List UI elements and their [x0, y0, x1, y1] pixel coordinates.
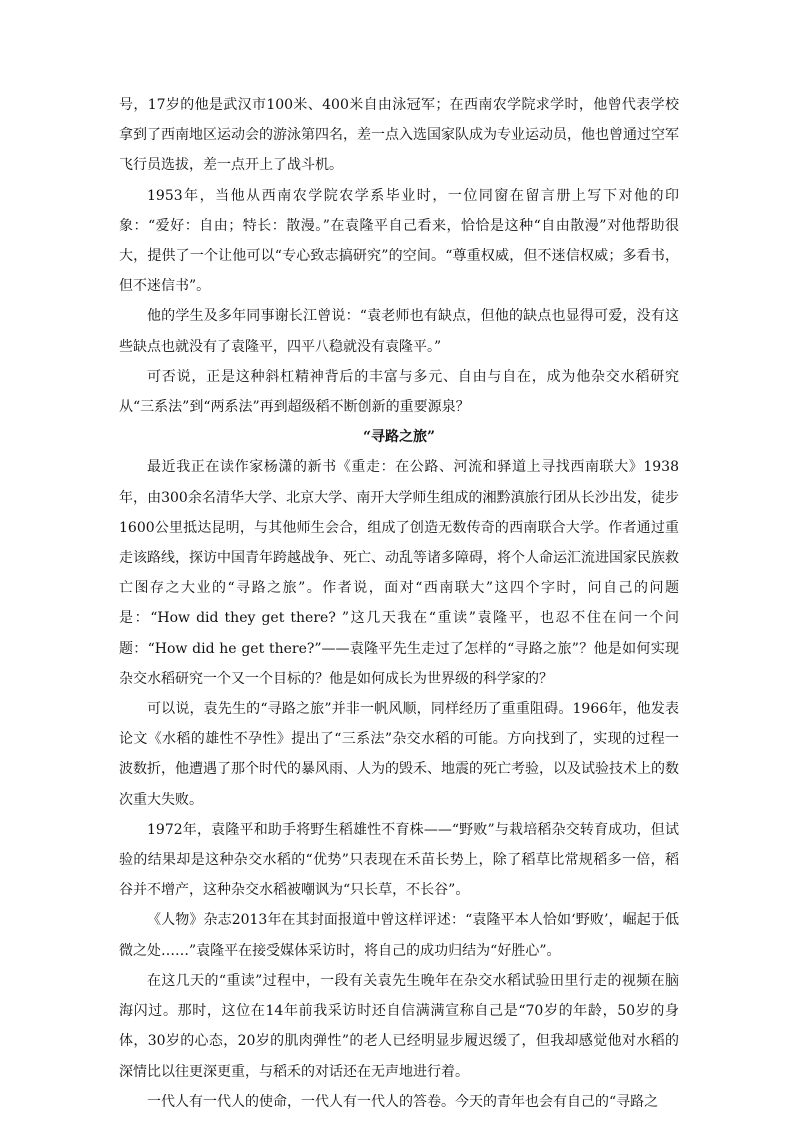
- paragraph-continued: 号，17岁的他是武汉市100米、400米自由泳冠军；在西南农学院求学时，他曾代表学校拿到了西南地区运动会的游泳第四名，差一点入选国家队成为专业运动员，他也曾通过空军飞行员选拔，差一点开上了战斗机。: [119, 97, 679, 174]
- paragraph-innovation-question: 可否说，正是这种斜杠精神背后的丰富与多元、自由与自在，成为他杂交水稻研究从“三系法”到“两系法”再到超级稻不断创新的重要源泉？: [119, 368, 679, 416]
- paragraph-obstacles: 可以说，袁先生的“寻路之旅”并非一帆风顺，同样经历了重重阻碍。1966年，他发表论文《水稻的雄性不孕性》提出了“三系法”杂交水稻的可能。方向找到了，实现的过程一波数折，他遭遇了那个时代的暴风雨、人为的毁禾、地震的死亡考验，以及试验技术上的数次重大失败。: [119, 701, 679, 808]
- paragraph-1972: 1972年，袁隆平和助手将野生稻雄性不育株——“野败”与栽培稻杂交转育成功，但试验的结果却是这种杂交水稻的“优势”只表现在禾苗长势上，除了稻草比常规稻多一倍，稻谷并不增产，这种杂交水稻被嘲讽为“只长草，不长谷”。: [119, 821, 679, 899]
- paragraph-magazine: 《人物》杂志2013年在其封面报道中曾这样评述：“袁隆平本人恰如‘野败’，崛起于低微之处……”袁隆平在接受媒体采访时，将自己的成功归结为“好胜心”。: [119, 912, 679, 959]
- paragraph-generation: 一代人有一代人的使命，一代人有一代人的答卷。今天的青年也会有自己的“寻路之: [147, 1093, 659, 1110]
- section-title: “寻路之旅”: [362, 429, 436, 446]
- paragraph-book: 最近我正在读作家杨潇的新书《重走：在公路、河流和驿道上寻找西南联大》1938年，由300余名清华大学、北京大学、南开大学师生组成的湘黔滇旅行团从长沙出发，徒步1600公里抵达昆明，与其他师生会合，组成了创造无数传奇的西南联合大学。作者通过重走该路线，探访中国青年跨越战争、死亡、动乱等诸多障碍，将个人命运汇流进国家民族救亡图存之大业的“寻路之旅”。作者说，面对“西南联大”这四个字时，问自己的问题是：“How did they get there? ”这几天我在“重读”袁隆平，也忍不住在问一个问题：“How did he get there?”——袁隆平先生走过了怎样的“寻路之旅”？他是如何实现杂交水稻研究一个又一个目标的？他是如何成长为世界级的科学家的？: [119, 459, 679, 687]
- paragraph-colleague-quote: 他的学生及多年同事谢长江曾说：“袁老师也有缺点，但他的缺点也显得可爱，没有这些缺点也就没有了袁隆平，四平八稳就没有袁隆平。”: [119, 308, 679, 355]
- article-body: [119, 90, 679, 1117]
- paragraph-video-memory: 在这几天的“重读”过程中，一段有关袁先生晚年在杂交水稻试验田里行走的视频在脑海闪过。那时，这位在14年前我采访时还自信满满宣称自己是“70岁的年龄，50岁的身体，30岁的心态，20岁的肌肉弹性”的老人已经明显步履迟缓了，但我却感觉他对水稻的深情比以往更深更重，与稻禾的对话还在无声地进行着。: [119, 972, 679, 1080]
- paragraph-graduation: 1953年，当他从西南农学院农学系毕业时，一位同窗在留言册上写下对他的印象：“爱好：自由；特长：散漫。”在袁隆平自己看来，恰恰是这种“自由散漫”对他帮助很大，提供了一个让他可以“专心致志搞研究”的空间。“尊重权威，但不迷信权威；多看书，但不迷信书”。: [119, 187, 679, 295]
